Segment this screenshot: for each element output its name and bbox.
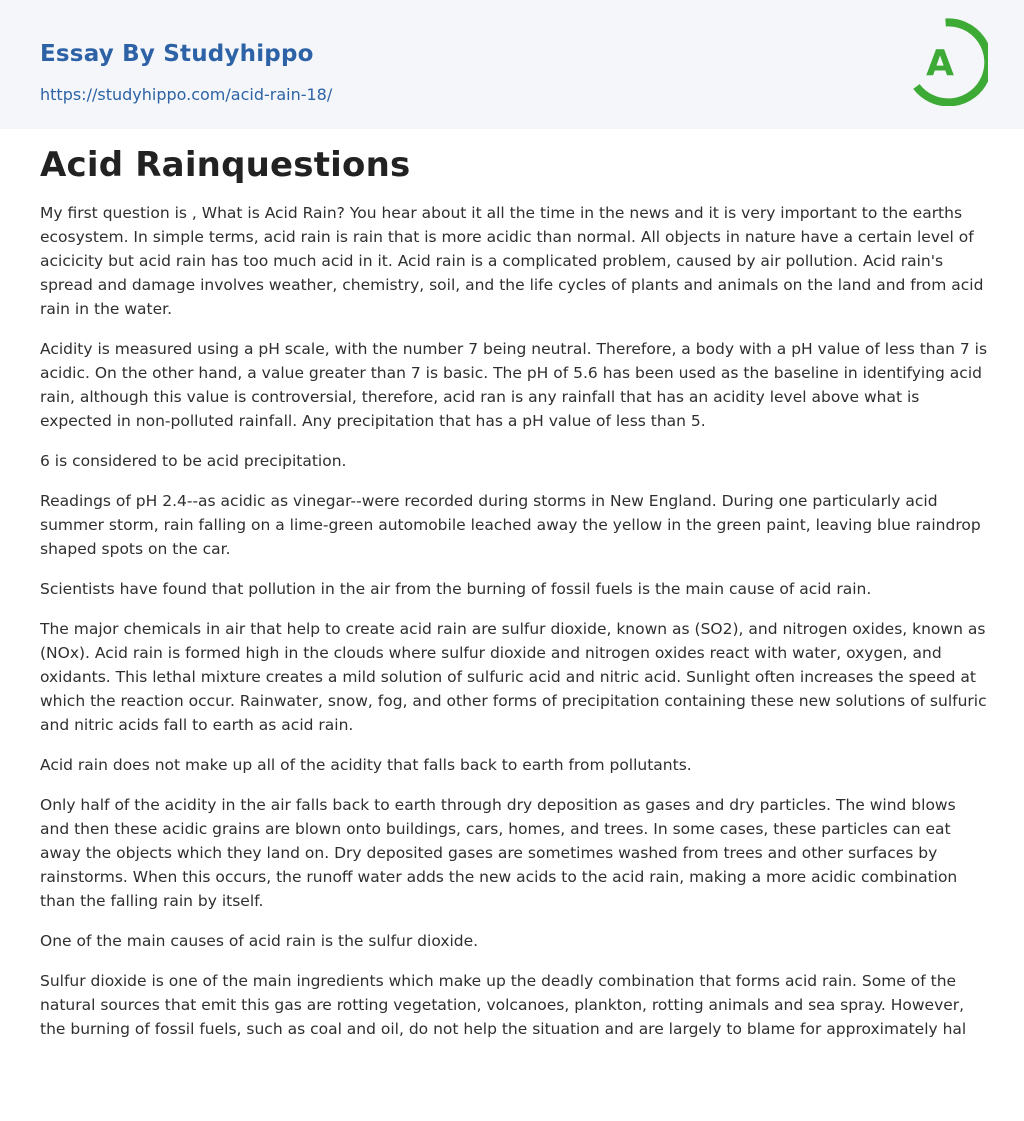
page-title: Acid Rainquestions [40, 145, 411, 185]
essay-paragraph: Sulfur dioxide is one of the main ingredients which make up the deadly combination that forms acid rain. Some of the natural sources that emit this gas are rotting vegetation, volcanoes, plankton, rotting animals and sea spray. However, the burning of fossil fuels, such as coal and oil, do not help the situation and are largely to blame for approximately hal [40, 972, 967, 1038]
essay-paragraph: One of the main causes of acid rain is the sulfur dioxide. [40, 932, 479, 950]
logo-letter: A [926, 43, 954, 84]
essay-paragraph: Scientists have found that pollution in the air from the burning of fossil fuels is the main cause of acid rain. [40, 580, 872, 598]
site-header [0, 0, 1024, 129]
essay-paragraph: Only half of the acidity in the air falls back to earth through dry deposition as gases and dry particles. The wind blows and then these acidic grains are blown onto buildings, cars, homes, and trees. In some cases, these particles can eat away the objects which they land on. Dry deposited gases are sometimes washed from trees and other surfaces by rainstorms. When this occurs, the runoff water adds the new acids to the acid rain, making a more acidic combination than the falling rain by itself. [40, 796, 958, 910]
essay-paragraph: Acidity is measured using a pH scale, with the number 7 being neutral. Therefore, a body with a pH value of less than 7 is acidic. On the other hand, a value greater than 7 is basic. The pH of 5.6 has been used as the baseline in identifying acid rain, although this value is controversial, therefore, acid ran is any rainfall that has an acidity level above what is expected in non-polluted rainfall. Any precipitation that has a pH value of less than 5. [40, 340, 988, 430]
essay-paragraph: Acid rain does not make up all of the acidity that falls back to earth from pollutants. [40, 756, 692, 774]
brand-title: Essay By Studyhippo [40, 41, 314, 67]
essay-paragraph: My first question is , What is Acid Rain? You hear about it all the time in the news and it is very important to the earths ecosystem. In simple terms, acid rain is rain that is more acidic than normal. All objects in nature have a certain level of acicicity but acid rain has too much acid in it. Acid rain is a complicated problem, caused by air pollution. Acid rain's spread and damage involves weather, chemistry, soil, and the life cycles of plants and animals on the land and from acid rain in the water. [40, 204, 984, 318]
source-url-link[interactable]: https://studyhippo.com/acid-rain-18/ [40, 85, 333, 104]
essay-paragraph: 6 is considered to be acid precipitation. [40, 452, 347, 470]
studyhippo-logo-icon[interactable] [908, 18, 988, 106]
essay-paragraph: Readings of pH 2.4--as acidic as vinegar--were recorded during storms in New England. During one particularly acid summer storm, rain falling on a lime-green automobile leached away the yellow in the green paint, leaving blue raindrop shaped spots on the car. [40, 492, 981, 558]
essay-body [40, 201, 988, 1057]
essay-paragraph: The major chemicals in air that help to create acid rain are sulfur dioxide, known as (SO2), and nitrogen oxides, known as (NOx). Acid rain is formed high in the clouds where sulfur dioxide and nitrogen oxides react with water, oxygen, and oxidants. This lethal mixture creates a mild solution of sulfuric acid and nitric acid. Sunlight often increases the speed at which the reaction occur. Rainwater, snow, fog, and other forms of precipitation containing these new solutions of sulfuric and nitric acids fall to earth as acid rain. [40, 620, 987, 734]
